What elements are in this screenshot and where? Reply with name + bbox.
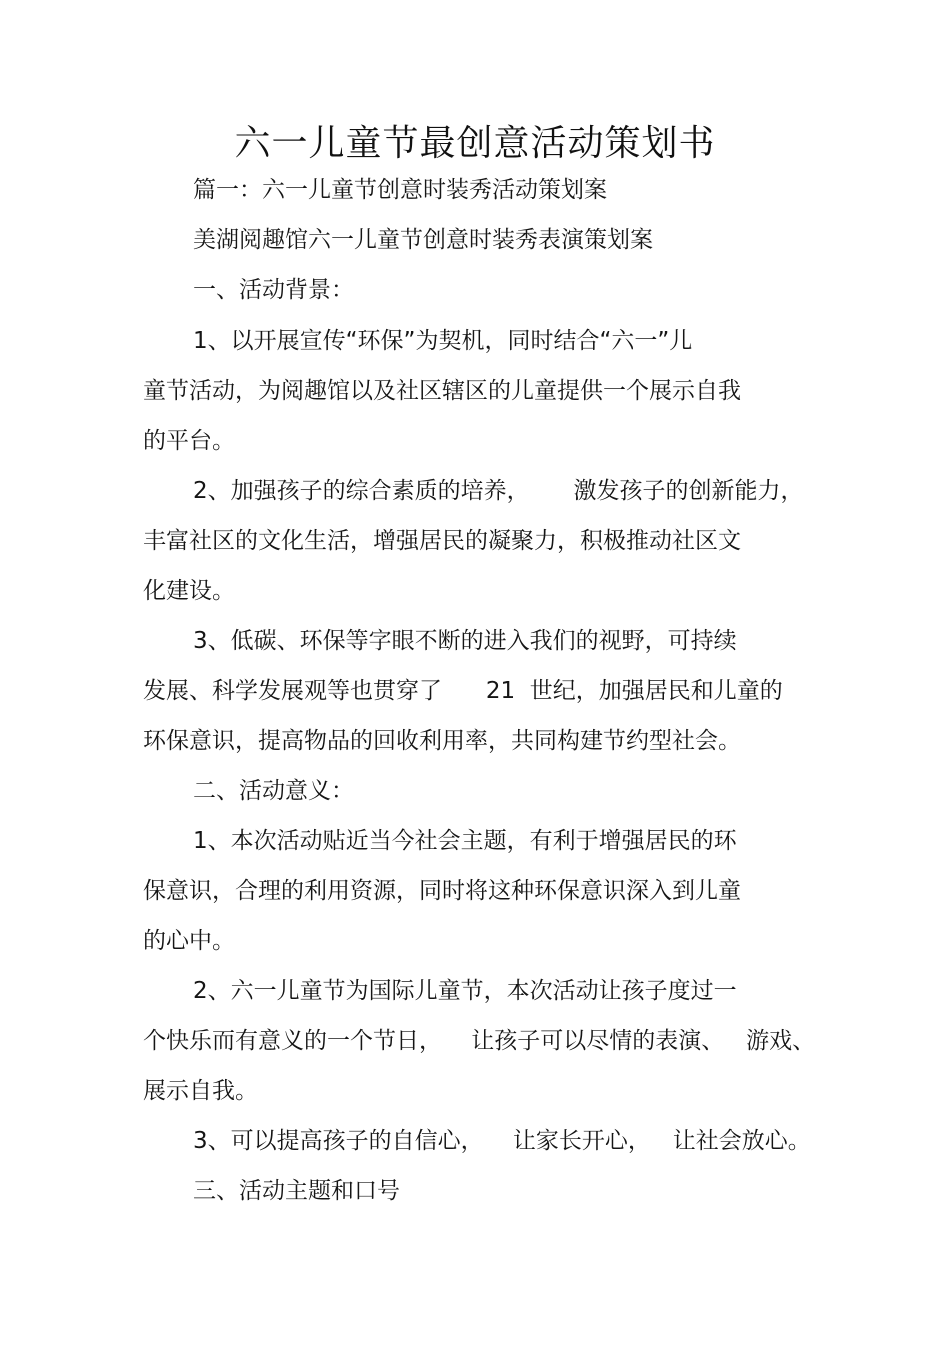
paragraph-line: 1、以开展宣传“环保”为契机，同时结合“六一”儿 bbox=[193, 328, 693, 354]
paragraph-line: 3、可以提高孩子的自信心， 让家长开心， 让社会放心。 bbox=[193, 1128, 811, 1154]
heading-activity-background: 一、活动背景： bbox=[193, 277, 354, 303]
paragraph-line: 的平台。 bbox=[143, 428, 235, 454]
paragraph-line: 保意识，合理的利用资源，同时将这种环保意识深入到儿童 bbox=[143, 878, 741, 904]
paragraph-line: 个快乐而有意义的一个节日， 让孩子可以尽情的表演、 游戏、 bbox=[143, 1028, 816, 1054]
paragraph-line: 2、加强孩子的综合素质的培养， 激发孩子的创新能力， bbox=[193, 478, 804, 504]
paragraph-line: 丰富社区的文化生活，增强居民的凝聚力，积极推动社区文 bbox=[143, 528, 741, 554]
paragraph-line: 2、六一儿童节为国际儿童节，本次活动让孩子度过一 bbox=[193, 978, 737, 1004]
paragraph-line: 发展、科学发展观等也贯穿了 21 世纪，加强居民和儿童的 bbox=[143, 678, 783, 704]
heading-theme-slogan: 三、活动主题和口号 bbox=[193, 1178, 400, 1204]
paragraph-line: 3、低碳、环保等字眼不断的进入我们的视野，可持续 bbox=[193, 628, 737, 654]
section-heading-part1: 篇一：六一儿童节创意时装秀活动策划案 bbox=[193, 177, 607, 203]
paragraph-line: 展示自我。 bbox=[143, 1078, 258, 1104]
subtitle-line: 美湖阅趣馆六一儿童节创意时装秀表演策划案 bbox=[193, 227, 653, 253]
document-title: 六一儿童节最创意活动策划书 bbox=[234, 123, 716, 164]
paragraph-line: 的心中。 bbox=[143, 928, 235, 954]
paragraph-line: 环保意识，提高物品的回收利用率，共同构建节约型社会。 bbox=[143, 728, 741, 754]
heading-activity-meaning: 二、活动意义： bbox=[193, 778, 354, 804]
paragraph-line: 化建设。 bbox=[143, 578, 235, 604]
paragraph-line: 1、本次活动贴近当今社会主题，有利于增强居民的环 bbox=[193, 828, 737, 854]
paragraph-line: 童节活动，为阅趣馆以及社区辖区的儿童提供一个展示自我 bbox=[143, 378, 741, 404]
